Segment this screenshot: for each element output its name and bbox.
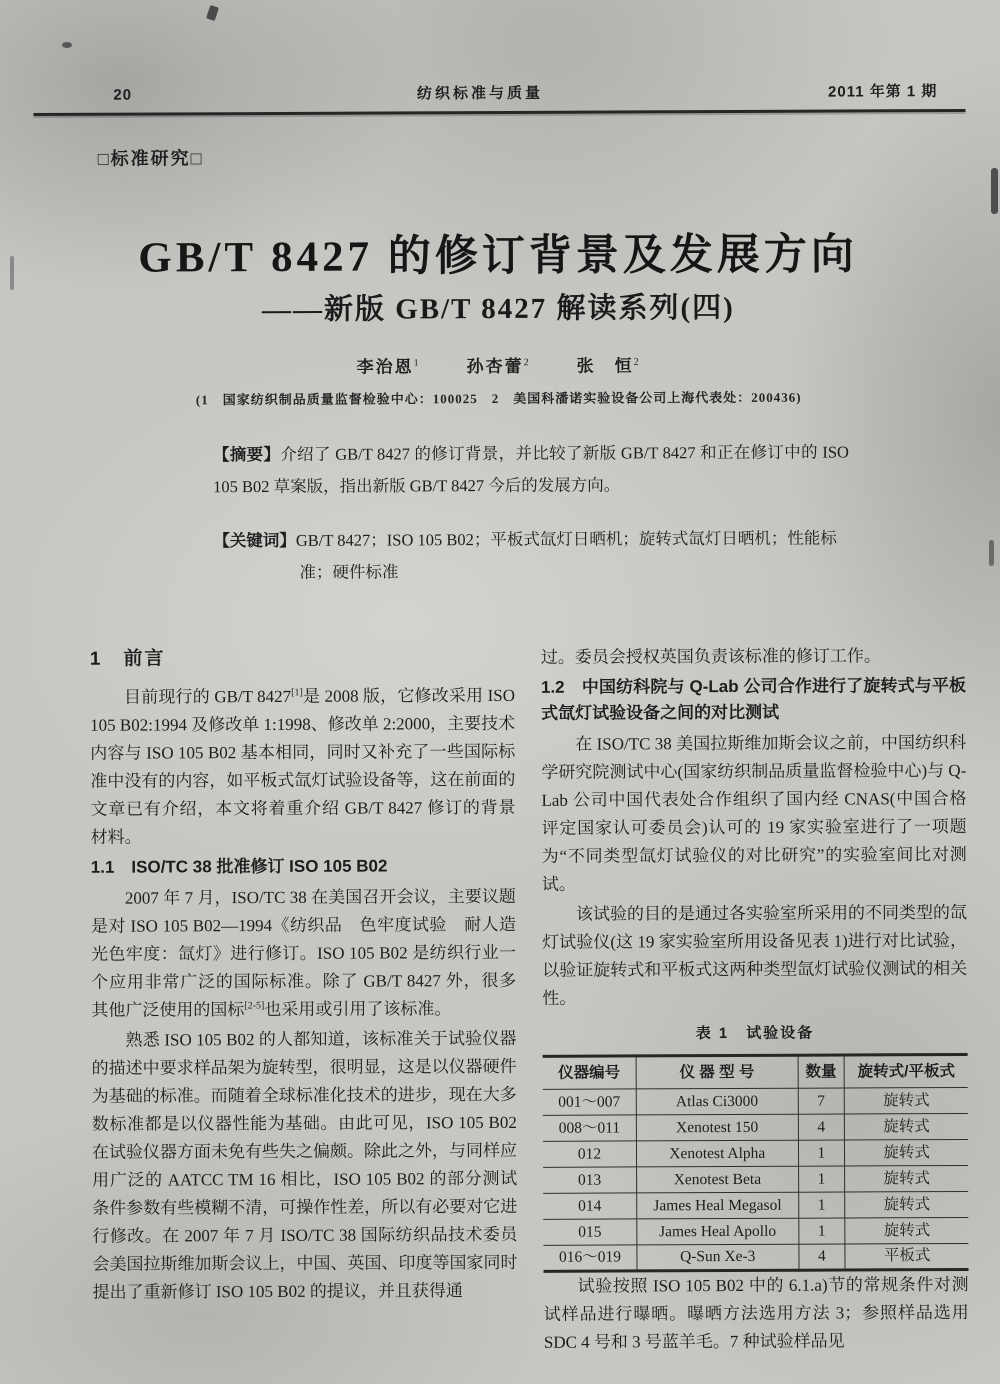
cell-quantity: 1 [798, 1166, 845, 1192]
cell-type: 旋转式 [845, 1139, 968, 1166]
column-header: 数量 [798, 1055, 845, 1088]
table-row [543, 1165, 968, 1193]
left-column [90, 644, 518, 1384]
continuation-line: 过。委员会授权英国负责该标准的修订工作。 [540, 646, 881, 667]
author-affil-mark: 2 [523, 357, 531, 369]
cell-type: 旋转式 [844, 1087, 967, 1114]
page-number: 20 [113, 86, 133, 104]
issue-label: 2011 年第 1 期 [827, 83, 938, 101]
table-row [543, 1113, 968, 1141]
cell-instrument-id: 008～011 [543, 1115, 637, 1141]
author-line [0, 350, 999, 379]
author-affil-mark: 1 [413, 357, 421, 369]
cell-instrument-id: 016～019 [543, 1245, 637, 1271]
table-row [543, 1217, 968, 1245]
journal-name: 纺织标准与质量 [416, 84, 544, 103]
cell-quantity: 4 [798, 1244, 845, 1270]
two-column-body [90, 642, 969, 1384]
cell-instrument-id: 013 [543, 1167, 637, 1193]
section-badge: □标准研究□ [97, 148, 204, 169]
keywords [213, 522, 853, 588]
paragraph: 在 ISO/TC 38 美国拉斯维加斯会议之前，中国纺织科学研究院测试中心(国家纺织制品质量监督检验中心)与 Q-Lab 公司中国代表处合作组织了国内经 CNAS(中国合格评定国家认可委员会)认可的 19 家实验室进行了一项题为“不同类型氙灯试验仪的对比研究”的实验室间比对测试。 [541, 732, 967, 894]
table-caption: 表 1 试验设备 [695, 1024, 815, 1043]
cell-quantity: 7 [798, 1088, 845, 1114]
right-column [541, 642, 969, 1384]
cell-instrument-model: Xenotest 150 [636, 1114, 798, 1141]
paragraph: 该试验的目的是通过各实验室所采用的不同类型的氙灯试验仪(这 19 家实验室所用设备见表 1)进行对比试验，以验证旋转式和平板式这两种类型氙灯试验仪测试的相关性。 [542, 902, 968, 1008]
running-head [35, 80, 959, 105]
table-row [543, 1243, 968, 1271]
cell-type: 旋转式 [845, 1191, 968, 1218]
author: 张 恒$^2$ [576, 356, 641, 376]
cell-quantity: 1 [798, 1140, 845, 1166]
paragraph: 2007 年 7 月，ISO/TC 38 在美国召开会议，主要议题是对 ISO 105 B02—1994《纺织品 色牢度试验 耐人造光色牢度：氙灯》进行修订。ISO 105 B02 是纺织行业一个应用非常广泛的国际标准。除了 GB/T 8427 外，很多其他广泛使用的国标[2-5]也采用或引用了该标准。 [90, 886, 517, 1020]
table-header-row [543, 1054, 968, 1089]
cell-instrument-model: Xenotest Beta [637, 1166, 799, 1193]
paragraph: 熟悉 ISO 105 B02 的人都知道，该标准关于试验仪器的描述中要求样品架为旋转型，很明显，这是以仪器硬件为基础的标准。而随着全球标准化技术的进步，现在大多数标准都是以仪器性能为基础。由此可见，ISO 105 B02 在试验仪器方面未免有些失之偏颇。除此之外，与同样应用广泛的 AATCC TM 16 相比，ISO 105 B02 的部分测试条件参数有些模糊不清，可操作性差，所以有必要对它进行修改。在 2007 年 7 月 ISO/TC 38 国际纺织品技术委员会美国拉斯维加斯会议上，中国、英国、印度等国家同时提出了重新修订 ISO 105 B02 的提议，并且获得通 [91, 1028, 518, 1302]
keywords-label: 【关键词】 [213, 531, 296, 551]
header-rule [33, 109, 965, 116]
section-heading-1-1: 1.1 ISO/TC 38 批准修订 ISO 105 B02 [90, 856, 388, 877]
column-header: 仪器编号 [543, 1056, 637, 1089]
abstract-label: 【摘要】 [212, 445, 281, 465]
affiliation-line: (1 国家纺织制品质量监督检验中心：100025 2 美国科潘诺实验设备公司上海代表处：200436) [195, 389, 802, 408]
cell-instrument-model: Q-Sun Xe-3 [637, 1244, 799, 1271]
cell-instrument-model: Atlas Ci3000 [636, 1088, 798, 1115]
cell-type: 旋转式 [845, 1217, 968, 1244]
section-heading-1-2: 1.2 中国纺科院与 Q-Lab 公司合作进行了旋转式与平板式氙灯试验设备之间的对比测试 [540, 675, 967, 723]
cell-instrument-model: James Heal Megasol [637, 1192, 799, 1219]
cell-instrument-id: 001～007 [543, 1089, 637, 1115]
cell-instrument-id: 014 [543, 1193, 637, 1219]
article-subtitle: ——新版 GB/T 8427 解读系列(四) [261, 291, 735, 327]
cell-type: 平板式 [845, 1243, 968, 1270]
abstract-text: 介绍了 GB/T 8427 的修订背景，并比较了新版 GB/T 8427 和正在修订中的 ISO 105 B02 草案版，指出新版 GB/T 8427 今后的发展方向。 [213, 442, 849, 497]
table-row [543, 1191, 968, 1219]
paragraph: 试验按照 ISO 105 B02 中的 6.1.a)节的常规条件对测试样品进行曝晒。曝晒方法选用方法 3；参照样品选用 SDC 4 号和 3 号蓝羊毛。7 种试验样品见 [543, 1274, 969, 1352]
cell-quantity: 1 [798, 1192, 845, 1218]
cell-instrument-id: 015 [543, 1219, 637, 1245]
reference-mark: [2-5] [244, 1000, 265, 1012]
column-header: 仪 器 型 号 [636, 1055, 798, 1089]
cell-quantity: 4 [798, 1114, 845, 1140]
keywords-text: GB/T 8427；ISO 105 B02；平板式氙灯日晒机；旋转式氙灯日晒机；性能标准；硬件标准 [295, 528, 837, 582]
article-title: GB/T 8427 的修订背景及发展方向 [138, 231, 858, 282]
author: 李治恩$^1$ [356, 357, 421, 377]
cell-type: 旋转式 [845, 1113, 968, 1140]
cell-instrument-model: James Heal Apollo [637, 1218, 799, 1245]
equipment-table [543, 1053, 969, 1273]
table-row [543, 1139, 968, 1167]
abstract [213, 436, 849, 502]
cell-type: 旋转式 [845, 1165, 968, 1192]
paragraph: 目前现行的 GB/T 8427[1]是 2008 版，它修改采用 ISO 105 B02:1994 及修改单 1:1998、修改单 2:2000，主要技术内容与 ISO 105 B02 基本相同，同时又补充了一些国际标准中没有的内容，如平板式氙灯试验设备等，这在前面的文章已有介绍，本文将着重介绍 GB/T 8427 修订的背景材料。 [90, 685, 516, 847]
author: 孙杏蕾$^2$ [466, 356, 531, 377]
reference-mark: [1] [291, 687, 303, 699]
section-heading-1: 1 前言 [89, 648, 166, 670]
cell-instrument-model: Xenotest Alpha [636, 1140, 798, 1167]
table-row [543, 1087, 968, 1115]
column-header: 旋转式/平板式 [844, 1054, 967, 1088]
cell-quantity: 1 [798, 1218, 845, 1244]
cell-instrument-id: 012 [543, 1141, 637, 1167]
author-affil-mark: 2 [633, 356, 641, 368]
